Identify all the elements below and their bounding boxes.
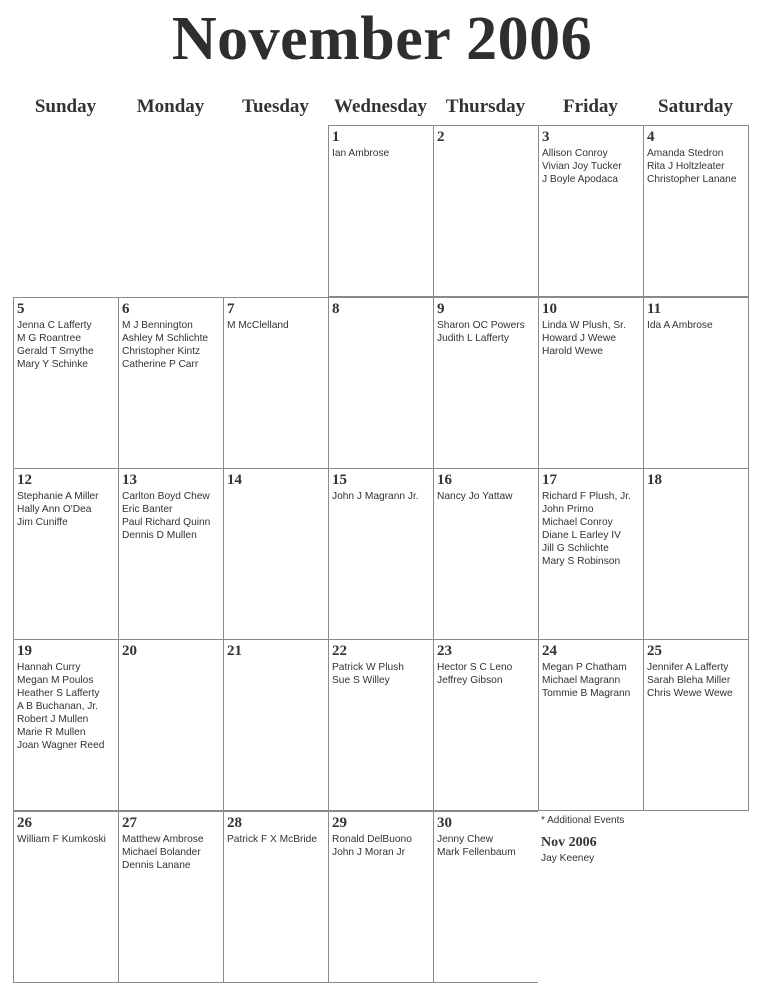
name-entry: Stephanie A Miller xyxy=(17,491,99,502)
day-number: 4 xyxy=(647,129,655,145)
name-entry: Ida A Ambrose xyxy=(647,320,713,331)
weekday-header-monday: Monday xyxy=(136,96,205,117)
name-list xyxy=(332,147,431,160)
name-entry: Catherine P Carr xyxy=(122,359,199,370)
name-entry: Jill G Schlichte xyxy=(542,543,609,554)
name-entry: Michael Magrann xyxy=(542,675,621,686)
name-entry: Matthew Ambrose xyxy=(122,834,204,845)
name-entry: Amanda Stedron xyxy=(647,148,724,159)
name-list xyxy=(437,661,536,687)
day-number: 11 xyxy=(647,301,662,317)
name-entry: Jenny Chew xyxy=(437,834,494,845)
name-entry: M J Bennington xyxy=(122,320,193,331)
day-number: 10 xyxy=(542,301,557,317)
name-entry: Hector S C Leno xyxy=(437,662,513,673)
day-cell-16 xyxy=(433,468,539,640)
day-cell-29 xyxy=(328,811,434,983)
day-number: 28 xyxy=(227,815,242,831)
day-number: 25 xyxy=(647,643,662,659)
name-entry: Michael Conroy xyxy=(542,517,613,528)
additional-events-names xyxy=(541,852,594,865)
name-list xyxy=(17,319,116,371)
name-entry: Ronald DelBuono xyxy=(332,834,412,845)
day-number: 24 xyxy=(542,643,557,659)
name-entry: Christopher Lanane xyxy=(647,174,737,185)
weekday-header-thursday: Thursday xyxy=(445,96,526,117)
day-number: 13 xyxy=(122,472,137,488)
name-entry: Chris Wewe Wewe xyxy=(647,688,733,699)
day-cell-17 xyxy=(538,468,644,640)
day-number: 22 xyxy=(332,643,347,659)
name-list xyxy=(17,661,116,752)
day-number: 2 xyxy=(437,129,445,145)
name-entry: Michael Bolander xyxy=(122,847,201,858)
day-cell-26 xyxy=(13,811,119,983)
name-list xyxy=(647,147,746,186)
day-cell-28 xyxy=(223,811,329,983)
name-entry: Dennis D Mullen xyxy=(122,530,197,541)
day-cell-15 xyxy=(328,468,434,640)
name-entry: Ashley M Schlichte xyxy=(122,333,209,344)
day-number: 17 xyxy=(542,472,557,488)
day-number: 20 xyxy=(122,643,137,659)
name-entry: J Boyle Apodaca xyxy=(542,174,618,185)
day-cell-6 xyxy=(118,297,224,469)
day-number: 3 xyxy=(542,129,550,145)
weekday-header-friday: Friday xyxy=(563,96,618,117)
name-entry: Rita J Holtzleater xyxy=(647,161,725,172)
name-list xyxy=(647,319,746,332)
additional-event-name: Jay Keeney xyxy=(541,853,595,864)
day-cell-25 xyxy=(643,639,749,811)
name-entry: Sharon OC Powers xyxy=(437,320,525,331)
name-list xyxy=(17,490,116,529)
day-number: 7 xyxy=(227,301,235,317)
name-entry: Mary S Robinson xyxy=(542,556,621,567)
name-entry: Jim Cuniffe xyxy=(17,517,68,528)
day-number: 21 xyxy=(227,643,242,659)
name-entry: Tommie B Magrann xyxy=(542,688,631,699)
name-list xyxy=(437,490,536,503)
name-entry: Richard F Plush, Jr. xyxy=(542,491,631,502)
day-cell-3 xyxy=(538,125,644,297)
day-cell-5 xyxy=(13,297,119,469)
name-entry: Howard J Wewe xyxy=(542,333,616,344)
name-entry: M G Roantree xyxy=(17,333,81,344)
name-entry: Marie R Mullen xyxy=(17,727,86,738)
name-entry: Dennis Lanane xyxy=(122,860,191,871)
name-entry: Carlton Boyd Chew xyxy=(122,491,210,502)
day-number: 9 xyxy=(437,301,445,317)
name-list xyxy=(122,490,221,542)
name-list xyxy=(437,319,536,345)
name-entry: Joan Wagner Reed xyxy=(17,740,105,751)
day-cell-24 xyxy=(538,639,644,811)
name-entry: Jennifer A Lafferty xyxy=(647,662,729,673)
name-entry: William F Kumkoski xyxy=(17,834,106,845)
name-entry: Megan P Chatham xyxy=(542,662,627,673)
weekday-header-tuesday: Tuesday xyxy=(242,96,309,117)
day-cell-7 xyxy=(223,297,329,469)
name-entry: Paul Richard Quinn xyxy=(122,517,211,528)
day-number: 8 xyxy=(332,301,340,317)
day-number: 5 xyxy=(17,301,25,317)
name-entry: Harold Wewe xyxy=(542,346,603,357)
day-cell-19 xyxy=(13,639,119,811)
weekday-header-sunday: Sunday xyxy=(34,96,97,117)
day-cell-21 xyxy=(223,639,329,811)
name-list xyxy=(647,661,746,700)
additional-events-month: Nov 2006 xyxy=(541,835,597,850)
name-entry: John J Moran Jr xyxy=(332,847,406,858)
name-entry: Mark Fellenbaum xyxy=(437,847,516,858)
name-entry: Diane L Earley IV xyxy=(542,530,621,541)
name-entry: Jeffrey Gibson xyxy=(437,675,503,686)
name-entry: Jenna C Lafferty xyxy=(17,320,92,331)
name-entry: Hannah Curry xyxy=(17,662,81,673)
day-number: 30 xyxy=(437,815,452,831)
name-entry: Robert J Mullen xyxy=(17,714,89,725)
name-entry: A B Buchanan, Jr. xyxy=(17,701,98,712)
name-list xyxy=(227,319,326,332)
day-number: 12 xyxy=(17,472,32,488)
weekday-header-wednesday: Wednesday xyxy=(334,96,427,117)
day-cell-14 xyxy=(223,468,329,640)
name-list xyxy=(17,833,116,846)
day-cell-13 xyxy=(118,468,224,640)
name-entry: Judith L Lafferty xyxy=(437,333,509,344)
name-list xyxy=(542,147,641,186)
name-entry: Christopher Kintz xyxy=(122,346,201,357)
additional-events-title: * Additional Events xyxy=(541,815,625,826)
name-list xyxy=(332,490,431,503)
day-number: 15 xyxy=(332,472,347,488)
day-cell-9 xyxy=(433,297,539,469)
name-list xyxy=(332,661,431,687)
day-number: 27 xyxy=(122,815,137,831)
name-entry: Hally Ann O'Dea xyxy=(17,504,92,515)
day-number: 6 xyxy=(122,301,130,317)
name-entry: Gerald T Smythe xyxy=(17,346,94,357)
name-list xyxy=(227,833,326,846)
name-entry: Ian Ambrose xyxy=(332,148,390,159)
day-cell-12 xyxy=(13,468,119,640)
name-entry: Vivian Joy Tucker xyxy=(542,161,622,172)
day-cell-18 xyxy=(643,468,749,640)
day-cell-20 xyxy=(118,639,224,811)
name-entry: M McClelland xyxy=(227,320,289,331)
day-cell-22 xyxy=(328,639,434,811)
calendar-title: November 2006 xyxy=(171,5,593,73)
name-entry: Megan M Poulos xyxy=(17,675,94,686)
name-entry: Sue S Willey xyxy=(332,675,390,686)
day-number: 14 xyxy=(227,472,242,488)
day-cell-1 xyxy=(328,125,434,297)
name-entry: Mary Y Schinke xyxy=(17,359,88,370)
name-entry: John Primo xyxy=(542,504,594,515)
name-list xyxy=(542,490,641,568)
name-entry: Sarah Bleha Miller xyxy=(647,675,731,686)
day-cell-2 xyxy=(433,125,539,297)
name-entry: Patrick W Plush xyxy=(332,662,404,673)
day-cell-4 xyxy=(643,125,749,297)
name-entry: Heather S Lafferty xyxy=(17,688,100,699)
day-number: 18 xyxy=(647,472,662,488)
day-cell-10 xyxy=(538,297,644,469)
name-list xyxy=(332,833,431,859)
day-number: 26 xyxy=(17,815,32,831)
day-cell-27 xyxy=(118,811,224,983)
day-number: 29 xyxy=(332,815,347,831)
name-list xyxy=(122,833,221,872)
day-cell-23 xyxy=(433,639,539,811)
additional-events-box xyxy=(538,811,644,983)
day-number: 1 xyxy=(332,129,340,145)
day-cell-30 xyxy=(433,811,539,983)
weekday-header-saturday: Saturday xyxy=(658,96,733,117)
day-number: 23 xyxy=(437,643,452,659)
day-cell-11 xyxy=(643,297,749,469)
day-number: 19 xyxy=(17,643,32,659)
name-entry: Patrick F X McBride xyxy=(227,834,318,845)
name-entry: Allison Conroy xyxy=(542,148,608,159)
name-list xyxy=(437,833,536,859)
name-entry: Nancy Jo Yattaw xyxy=(437,491,513,502)
day-cell-8 xyxy=(328,297,434,469)
name-entry: Eric Banter xyxy=(122,504,173,515)
name-entry: John J Magrann Jr. xyxy=(332,491,419,502)
day-number: 16 xyxy=(437,472,452,488)
name-list xyxy=(542,319,641,358)
name-list xyxy=(122,319,221,371)
name-list xyxy=(542,661,641,700)
name-entry: Linda W Plush, Sr. xyxy=(542,320,626,331)
